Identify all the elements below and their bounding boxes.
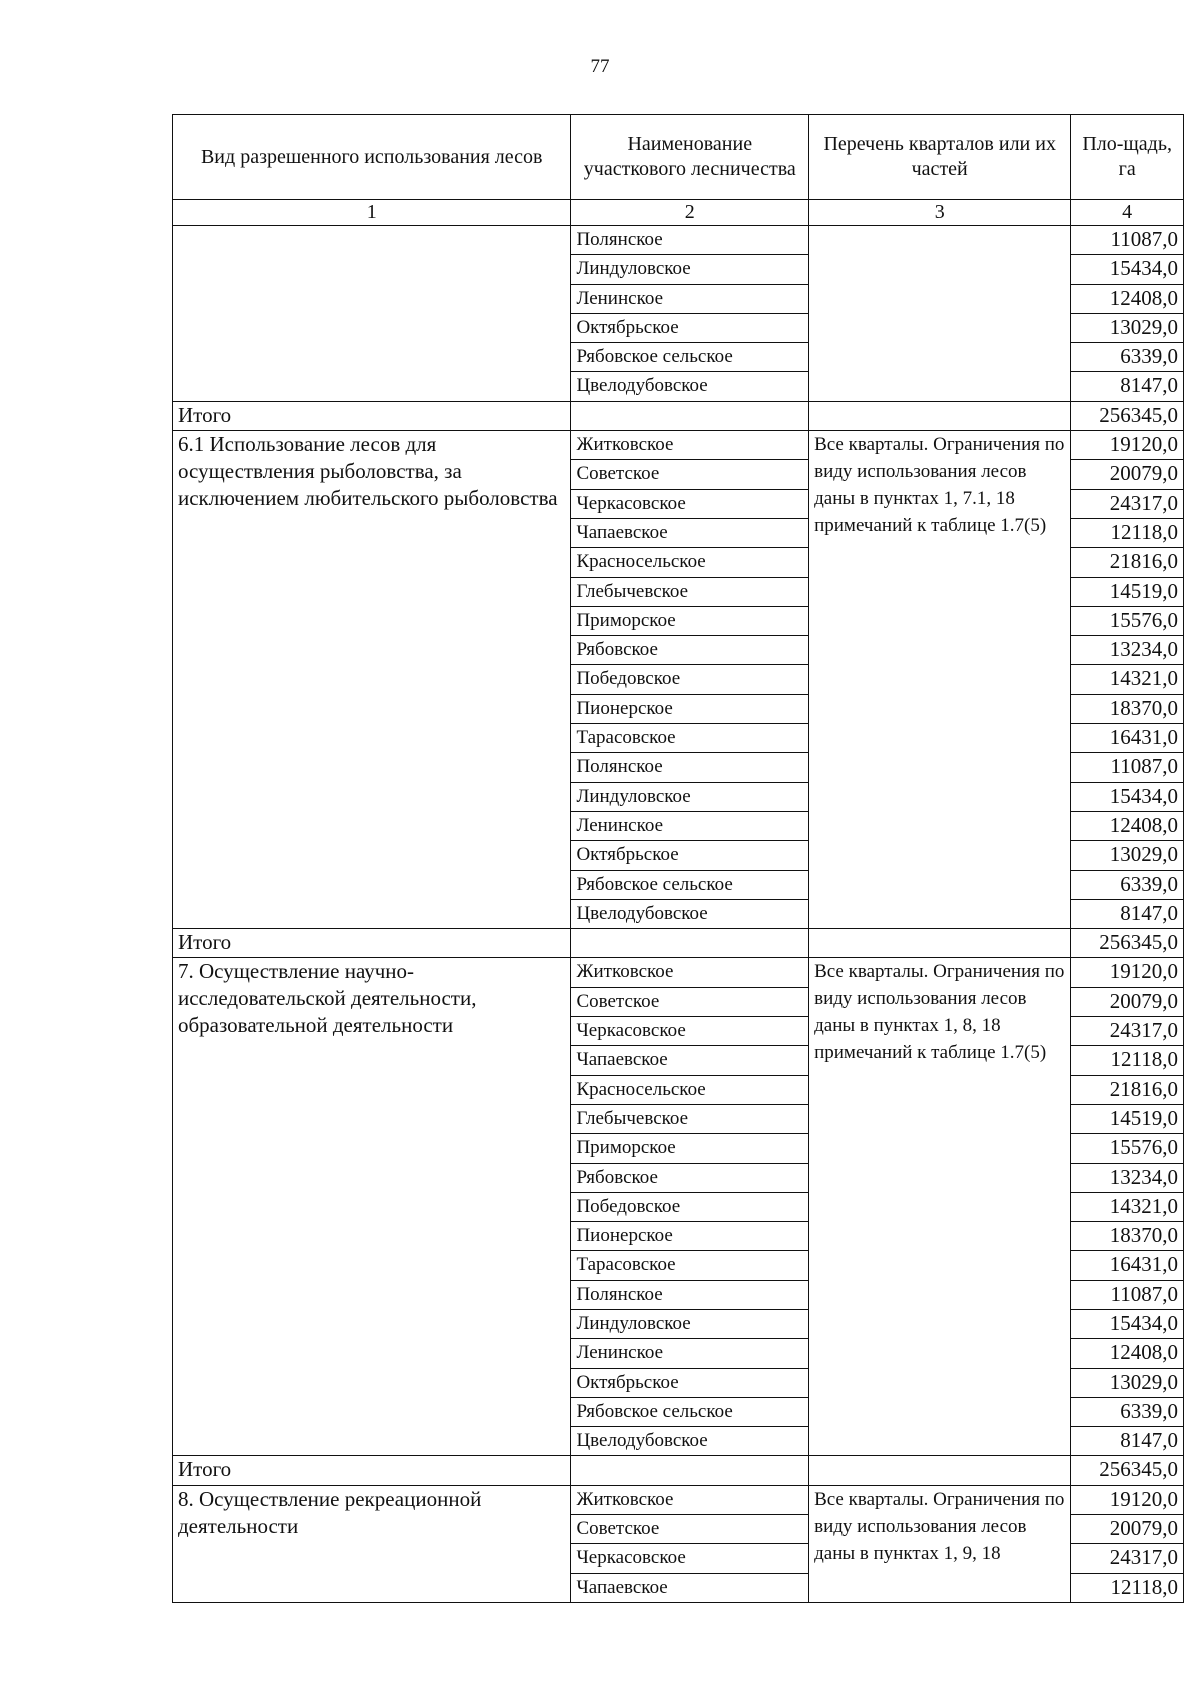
forestry-name: Красносельское (571, 548, 809, 577)
use-kind-cell: 7. Осуществление научно-исследовательской деятельности, образовательной деятельности (173, 958, 571, 1456)
area-value: 16431,0 (1071, 724, 1184, 753)
area-value: 8147,0 (1071, 1427, 1184, 1456)
empty-cell (571, 929, 809, 958)
empty-cell (809, 929, 1071, 958)
header-row (173, 115, 1184, 200)
forestry-name: Рябовское (571, 1163, 809, 1192)
area-value: 19120,0 (1071, 958, 1184, 987)
area-value: 14321,0 (1071, 1192, 1184, 1221)
forestry-name: Ленинское (571, 1339, 809, 1368)
forestry-name: Октябрьское (571, 1368, 809, 1397)
area-value: 15434,0 (1071, 255, 1184, 284)
use-kind-cell: 6.1 Использование лесов для осуществления рыболовства, за исключением любительского рыболовства (173, 431, 571, 929)
forestry-name: Полянское (571, 753, 809, 782)
forestry-name: Чапаевское (571, 1046, 809, 1075)
forestry-name: Линдуловское (571, 255, 809, 284)
forestry-name: Линдуловское (571, 1309, 809, 1338)
forestry-name: Линдуловское (571, 782, 809, 811)
total-label: Итого (173, 1456, 571, 1485)
total-area-value: 256345,0 (1071, 929, 1184, 958)
area-value: 16431,0 (1071, 1251, 1184, 1280)
area-value: 14321,0 (1071, 665, 1184, 694)
area-value: 12408,0 (1071, 284, 1184, 313)
forestry-name: Советское (571, 1515, 809, 1544)
forestry-name: Цвелодубовское (571, 1427, 809, 1456)
area-value: 20079,0 (1071, 987, 1184, 1016)
area-value: 19120,0 (1071, 1485, 1184, 1514)
table-row (173, 431, 1184, 460)
area-value: 8147,0 (1071, 372, 1184, 401)
area-value: 15576,0 (1071, 1134, 1184, 1163)
area-value: 13234,0 (1071, 636, 1184, 665)
area-value: 21816,0 (1071, 548, 1184, 577)
table-body (173, 226, 1184, 1603)
area-value: 14519,0 (1071, 577, 1184, 606)
area-value: 12118,0 (1071, 1046, 1184, 1075)
area-value: 6339,0 (1071, 1397, 1184, 1426)
forestry-name: Житковское (571, 1485, 809, 1514)
col-number: 2 (571, 200, 809, 226)
use-kind-cell (173, 226, 571, 402)
empty-cell (809, 1456, 1071, 1485)
forestry-name: Житковское (571, 958, 809, 987)
area-value: 8147,0 (1071, 899, 1184, 928)
forestry-name: Чапаевское (571, 1573, 809, 1602)
forestry-name: Полянское (571, 1280, 809, 1309)
area-value: 24317,0 (1071, 489, 1184, 518)
forestry-name: Черкасовское (571, 1544, 809, 1573)
page-number: 77 (590, 56, 610, 77)
col-number: 1 (173, 200, 571, 226)
area-value: 6339,0 (1071, 343, 1184, 372)
forestry-name: Ленинское (571, 811, 809, 840)
area-value: 12118,0 (1071, 518, 1184, 547)
col-number: 3 (809, 200, 1071, 226)
area-value: 20079,0 (1071, 1515, 1184, 1544)
area-value: 15434,0 (1071, 782, 1184, 811)
forestry-name: Победовское (571, 665, 809, 694)
area-value: 24317,0 (1071, 1544, 1184, 1573)
forestry-name: Пионерское (571, 1222, 809, 1251)
area-value: 18370,0 (1071, 694, 1184, 723)
forestry-name: Советское (571, 460, 809, 489)
area-value: 12118,0 (1071, 1573, 1184, 1602)
total-row (173, 929, 1184, 958)
area-value: 11087,0 (1071, 226, 1184, 255)
forestry-name: Советское (571, 987, 809, 1016)
forestry-name: Рябовское сельское (571, 343, 809, 372)
area-value: 6339,0 (1071, 870, 1184, 899)
area-value: 24317,0 (1071, 1017, 1184, 1046)
area-value: 13234,0 (1071, 1163, 1184, 1192)
col-header-forestry: Наименование участкового лесничества (571, 115, 809, 200)
column-number-row (173, 200, 1184, 226)
forestry-name: Приморское (571, 1134, 809, 1163)
area-value: 13029,0 (1071, 313, 1184, 342)
area-value: 12408,0 (1071, 1339, 1184, 1368)
table-row (173, 226, 1184, 255)
col-header-quarters: Перечень кварталов или их частей (809, 115, 1071, 200)
forestry-name: Тарасовское (571, 724, 809, 753)
forestry-name: Приморское (571, 606, 809, 635)
empty-cell (571, 1456, 809, 1485)
total-area-value: 256345,0 (1071, 401, 1184, 430)
table-row (173, 1485, 1184, 1514)
forestry-name: Житковское (571, 431, 809, 460)
forestry-name: Тарасовское (571, 1251, 809, 1280)
total-label: Итого (173, 401, 571, 430)
use-kind-cell: 8. Осуществление рекреационной деятельности (173, 1485, 571, 1602)
forestry-name: Полянское (571, 226, 809, 255)
area-value: 20079,0 (1071, 460, 1184, 489)
area-value: 13029,0 (1071, 841, 1184, 870)
quarters-note: Все кварталы. Ограничения по виду использования лесов даны в пунктах 1, 7.1, 18 примечаний к таблице 1.7(5) (809, 431, 1071, 929)
total-row (173, 1456, 1184, 1485)
forestry-name: Черкасовское (571, 489, 809, 518)
empty-cell (809, 401, 1071, 430)
area-value: 13029,0 (1071, 1368, 1184, 1397)
forestry-name: Красносельское (571, 1075, 809, 1104)
area-value: 18370,0 (1071, 1222, 1184, 1251)
quarters-note: Все кварталы. Ограничения по виду использования лесов даны в пунктах 1, 9, 18 (809, 1485, 1071, 1602)
area-value: 14519,0 (1071, 1104, 1184, 1133)
total-area-value: 256345,0 (1071, 1456, 1184, 1485)
table-row (173, 958, 1184, 987)
forestry-name: Победовское (571, 1192, 809, 1221)
col-number: 4 (1071, 200, 1184, 226)
area-value: 11087,0 (1071, 1280, 1184, 1309)
total-row (173, 401, 1184, 430)
quarters-note (809, 226, 1071, 402)
area-value: 11087,0 (1071, 753, 1184, 782)
col-header-area: Пло-щадь, га (1071, 115, 1184, 200)
forestry-name: Цвелодубовское (571, 899, 809, 928)
forest-use-table (172, 114, 1184, 1603)
total-label: Итого (173, 929, 571, 958)
area-value: 12408,0 (1071, 811, 1184, 840)
forestry-name: Пионерское (571, 694, 809, 723)
forestry-name: Рябовское (571, 636, 809, 665)
empty-cell (571, 401, 809, 430)
col-header-kind: Вид разрешенного использования лесов (173, 115, 571, 200)
forestry-name: Ленинское (571, 284, 809, 313)
forestry-name: Глебычевское (571, 577, 809, 606)
quarters-note: Все кварталы. Ограничения по виду использования лесов даны в пунктах 1, 8, 18 примечаний к таблице 1.7(5) (809, 958, 1071, 1456)
forestry-name: Цвелодубовское (571, 372, 809, 401)
forestry-name: Глебычевское (571, 1104, 809, 1133)
forestry-name: Рябовское сельское (571, 870, 809, 899)
area-value: 21816,0 (1071, 1075, 1184, 1104)
forestry-name: Октябрьское (571, 841, 809, 870)
forestry-name: Черкасовское (571, 1017, 809, 1046)
forestry-name: Чапаевское (571, 518, 809, 547)
area-value: 19120,0 (1071, 431, 1184, 460)
area-value: 15576,0 (1071, 606, 1184, 635)
forestry-name: Октябрьское (571, 313, 809, 342)
forestry-name: Рябовское сельское (571, 1397, 809, 1426)
area-value: 15434,0 (1071, 1309, 1184, 1338)
